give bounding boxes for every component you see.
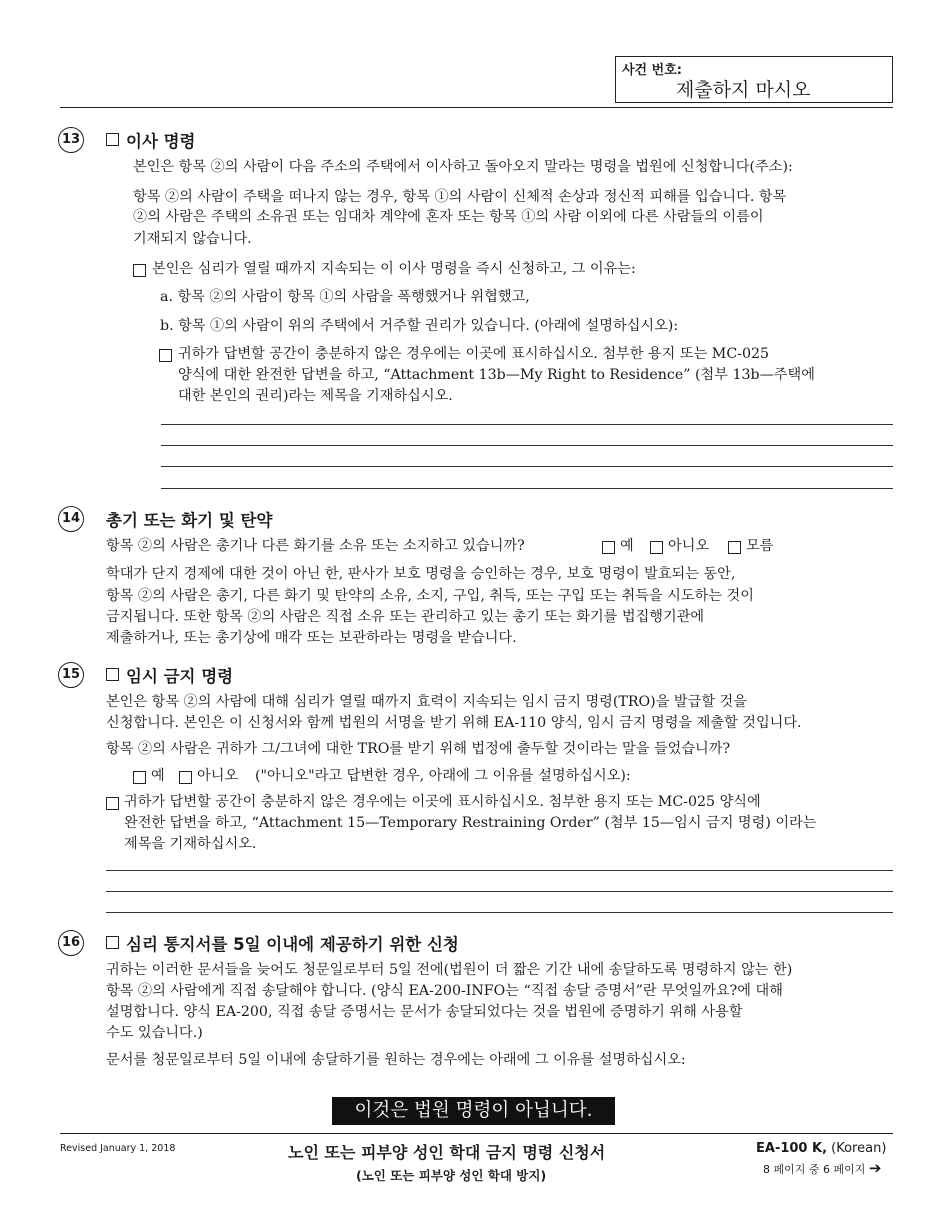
section-13-immediate-request: 본인은 심리가 열릴 때까지 지속되는 이 이사 명령을 즉시 신청하고, 그 이유는: bbox=[152, 261, 636, 277]
answer-line[interactable] bbox=[161, 488, 893, 489]
section-14-paragraph-line: 항목 ②의 사람은 총기, 다른 화기 및 탄약의 소유, 소지, 구입, 취득, 또는 구입 또는 취득을 시도하는 것이 bbox=[106, 588, 754, 604]
section-15-number: 15 bbox=[58, 662, 84, 688]
section-16-reason-request: 문서를 청문일로부터 5일 이내에 송달하기를 원하는 경우에는 아래에 그 이유를 설명하십시오: bbox=[106, 1052, 686, 1068]
form-number: EA-100 K, bbox=[756, 1141, 828, 1156]
section-15-no-note: ("아니오"라고 답변한 경우, 아래에 그 이유를 설명하십시오): bbox=[255, 768, 631, 784]
section-14-paragraph-line: 제출하거나, 또는 총기상에 매각 또는 보관하라는 명령을 받습니다. bbox=[106, 630, 517, 646]
section-13-attachment-checkbox[interactable] bbox=[159, 349, 172, 362]
header-rule bbox=[60, 107, 893, 108]
section-13-attachment-line: 대한 본인의 권리)라는 제목을 기재하십시오. bbox=[178, 388, 453, 404]
section-14-paragraph-line: 학대가 단지 경제에 대한 것이 아닌 한, 판사가 보호 명령을 승인하는 경우, 보호 명령이 발효되는 동안, bbox=[106, 566, 736, 582]
section-13-address-request: 본인은 항목 ②의 사람이 다음 주소의 주택에서 이사하고 돌아오지 말라는 명령을 법원에 신청합니다(주소): bbox=[133, 159, 793, 175]
section-14-number: 14 bbox=[58, 506, 84, 532]
form-title: 노인 또는 피부양 성인 학대 금지 명령 신청서 bbox=[288, 1143, 606, 1162]
section-14-no-checkbox[interactable] bbox=[650, 541, 663, 554]
section-15-attachment-checkbox[interactable] bbox=[106, 797, 119, 810]
section-16-number: 16 bbox=[58, 930, 84, 956]
section-15-question: 항목 ②의 사람은 귀하가 그/그녀에 대한 TRO를 받기 위해 법정에 출두할 것이라는 말을 들었습니까? bbox=[106, 741, 731, 757]
section-13-reason-b: b. 항목 ①의 사람이 위의 주택에서 거주할 권리가 있습니다. (아래에 설명하십시오): bbox=[160, 318, 679, 334]
section-16-paragraph-line: 설명합니다. 양식 EA-200, 직접 송달 증명서는 문서가 송달되었다는 것을 법원에 증명하기 위해 사용할 bbox=[106, 1004, 743, 1020]
section-16-paragraph-line: 귀하는 이러한 문서들을 늦어도 청문일로부터 5일 전에(법원이 더 짧은 기간 내에 송달하도록 명령하지 않는 한) bbox=[106, 962, 793, 978]
section-16-title: 심리 통지서를 5일 이내에 제공하기 위한 신청 bbox=[126, 935, 459, 954]
section-15-attachment-line: 귀하가 답변할 공간이 충분하지 않은 경우에는 이곳에 표시하십시오. 첨부한 용지 또는 MC-025 양식에 bbox=[124, 794, 761, 810]
section-14-paragraph-line: 금지됩니다. 또한 항목 ②의 사람은 직접 소유 또는 관리하고 있는 총기 또는 화기를 법집행기관에 bbox=[106, 609, 705, 625]
answer-line[interactable] bbox=[161, 466, 893, 467]
section-15-paragraph-line: 본인은 항목 ②의 사람에 대해 심리가 열릴 때까지 효력이 지속되는 임시 금지 명령(TRO)을 발급할 것을 bbox=[106, 694, 747, 710]
section-14-no-label: 아니오 bbox=[668, 538, 710, 554]
section-15-paragraph-line: 신청합니다. 본인은 이 신청서와 함께 법원의 서명을 받기 위해 EA-110 양식, 임시 금지 명령을 제출할 것입니다. bbox=[106, 715, 802, 731]
section-15-no-checkbox[interactable] bbox=[179, 771, 192, 784]
answer-line[interactable] bbox=[161, 424, 893, 425]
section-16-checkbox[interactable] bbox=[106, 936, 119, 949]
case-number-value: 제출하지 마시오 bbox=[676, 79, 811, 101]
section-14-yes-label: 예 bbox=[620, 538, 634, 554]
answer-line[interactable] bbox=[106, 912, 893, 913]
case-number-box bbox=[615, 56, 893, 103]
form-subtitle: (노인 또는 피부양 성인 학대 방지) bbox=[356, 1168, 547, 1183]
section-13-attachment-line: 양식에 대한 완전한 답변을 하고, “Attachment 13b—My Right to Residence” (첨부 13b—주택에 bbox=[178, 367, 815, 383]
footer-rule bbox=[60, 1133, 893, 1134]
form-language: (Korean) bbox=[831, 1141, 887, 1156]
section-15-no-label: 아니오 bbox=[197, 768, 239, 784]
next-page-arrow-icon: ➔ bbox=[868, 1159, 882, 1177]
section-13-number: 13 bbox=[58, 127, 84, 153]
page-indicator bbox=[763, 1159, 881, 1177]
section-13-paragraph-line: 기재되지 않습니다. bbox=[133, 231, 252, 247]
not-court-order-banner: 이것은 법원 명령이 아닙니다. bbox=[332, 1097, 615, 1125]
section-14-unknown-checkbox[interactable] bbox=[728, 541, 741, 554]
section-15-attachment-line: 완전한 답변을 하고, “Attachment 15—Temporary Restraining Order” (첨부 15—임시 금지 명령) 이라는 bbox=[124, 815, 817, 831]
section-15-checkbox[interactable] bbox=[106, 668, 119, 681]
section-14-unknown-label: 모름 bbox=[746, 538, 774, 554]
section-15-yes-label: 예 bbox=[151, 768, 165, 784]
section-14-title: 총기 또는 화기 및 탄약 bbox=[106, 511, 273, 530]
answer-line[interactable] bbox=[106, 870, 893, 871]
page-number: 8 페이지 중 6 페이지 bbox=[763, 1163, 866, 1176]
section-16-paragraph-line: 수도 있습니다.) bbox=[106, 1025, 203, 1041]
section-13-checkbox[interactable] bbox=[106, 133, 119, 146]
answer-line[interactable] bbox=[161, 445, 893, 446]
form-id bbox=[756, 1141, 886, 1156]
section-13-reason-a: a. 항목 ②의 사람이 항목 ①의 사람을 폭행했거나 위협했고, bbox=[160, 289, 530, 305]
answer-line[interactable] bbox=[106, 891, 893, 892]
section-14-question: 항목 ②의 사람은 총기나 다른 화기를 소유 또는 소지하고 있습니까? bbox=[106, 538, 525, 554]
section-16-paragraph-line: 항목 ②의 사람에게 직접 송달해야 합니다. (양식 EA-200-INFO는 “직접 송달 증명서”란 무엇일까요?에 대해 bbox=[106, 983, 783, 999]
section-15-yes-checkbox[interactable] bbox=[133, 771, 146, 784]
section-13-immediate-checkbox[interactable] bbox=[133, 264, 146, 277]
section-13-attachment-line: 귀하가 답변할 공간이 충분하지 않은 경우에는 이곳에 표시하십시오. 첨부한 용지 또는 MC-025 bbox=[178, 346, 770, 362]
section-14-yes-checkbox[interactable] bbox=[602, 541, 615, 554]
revision-date: Revised January 1, 2018 bbox=[60, 1143, 176, 1154]
section-15-attachment-line: 제목을 기재하십시오. bbox=[124, 836, 257, 852]
section-13-title: 이사 명령 bbox=[126, 132, 196, 151]
section-15-title: 임시 금지 명령 bbox=[126, 667, 234, 686]
section-13-paragraph-line: 항목 ②의 사람이 주택을 떠나지 않는 경우, 항목 ①의 사람이 신체적 손상과 정신적 피해를 입습니다. 항목 bbox=[133, 189, 787, 205]
section-13-paragraph-line: ②의 사람은 주택의 소유권 또는 임대차 계약에 혼자 또는 항목 ①의 사람 이외에 다른 사람들의 이름이 bbox=[133, 209, 764, 225]
case-number-label: 사건 번호: bbox=[622, 63, 682, 78]
